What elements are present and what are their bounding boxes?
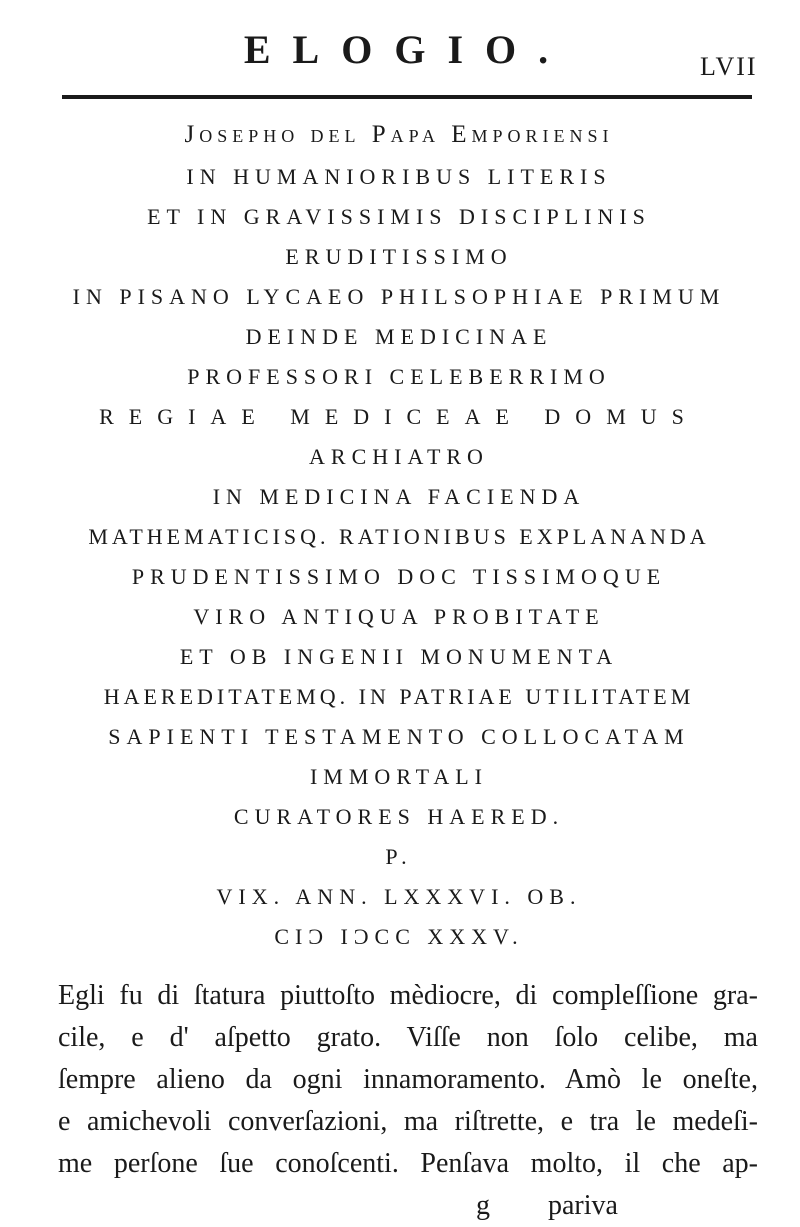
inscription-line: HAEREDITATEMQ. IN PATRIAE UTILITATEM: [103, 684, 695, 709]
page-footer-line: [58, 1185, 758, 1227]
paragraph-line: cile, e d' aſpetto grato. Viſſe non ſolo celibe, ma: [58, 1022, 758, 1053]
inscription-line: VIRO ANTIQUA PROBITATE: [193, 604, 605, 629]
inscription-line: ET IN GRAVISSIMIS DISCIPLINIS: [147, 204, 651, 229]
inscription-line: PRUDENTISSIMO DOC TISSIMOQUE: [131, 564, 667, 589]
inscription-line: ARCHIATRO: [309, 444, 489, 469]
page-number: LVII: [700, 52, 758, 81]
inscription-line: IN MEDICINA FACIENDA: [212, 484, 586, 509]
inscription-line: SAPIENTI TESTAMENTO COLLOCATAM: [108, 724, 690, 749]
inscription-line: PROFESSORI CELEBERRIMO: [187, 364, 611, 389]
inscription-line: VIX. ANN. LXXXVI. OB.: [216, 884, 582, 909]
inscription-line: IN HUMANIORIBUS LITERIS: [186, 164, 612, 189]
inscription-line: P.: [385, 844, 413, 869]
inscription-line: IMMORTALI: [309, 764, 489, 789]
running-title: ELOGIO.: [243, 27, 571, 72]
inscription-line: CURATORES HAERED.: [233, 804, 565, 829]
inscription-line: ERUDITISSIMO: [285, 244, 513, 269]
paragraph-line: Egli fu di ſtatura piuttoſto mèdiocre, di compleſſione gra-: [58, 980, 758, 1011]
inscription-line: DEINDE MEDICINAE: [245, 324, 553, 349]
paragraph-line: e amichevoli converſazioni, ma riſtrette, e tra le medeſi-: [58, 1106, 758, 1137]
catchword: pariva: [548, 1190, 618, 1221]
inscription-line: IN PISANO LYCAEO PHILSOPHIAE PRIMUM: [72, 284, 726, 309]
paragraph-line: me perſone ſue conoſcenti. Penſava molto, il che ap-: [58, 1148, 758, 1179]
inscription-line: CIϽ IϽCC XXXV.: [274, 924, 524, 949]
signature-mark: g: [476, 1190, 490, 1221]
inscription-line: REGIAE MEDICEAE DOMUS: [99, 404, 699, 429]
header-rule: [62, 95, 752, 99]
inscription-line: MATHEMATICISQ. RATIONIBUS EXPLANANDA: [88, 524, 710, 549]
inscription-line: ET OB INGENII MONUMENTA: [179, 644, 619, 669]
inscription-line: Josepho del Papa Emporiensi: [184, 121, 614, 148]
paragraph-line: ſempre alieno da ogni innamoramento. Amò le oneſte,: [58, 1064, 758, 1095]
italian-paragraph: [58, 975, 758, 1227]
latin-inscription: [34, 113, 764, 957]
